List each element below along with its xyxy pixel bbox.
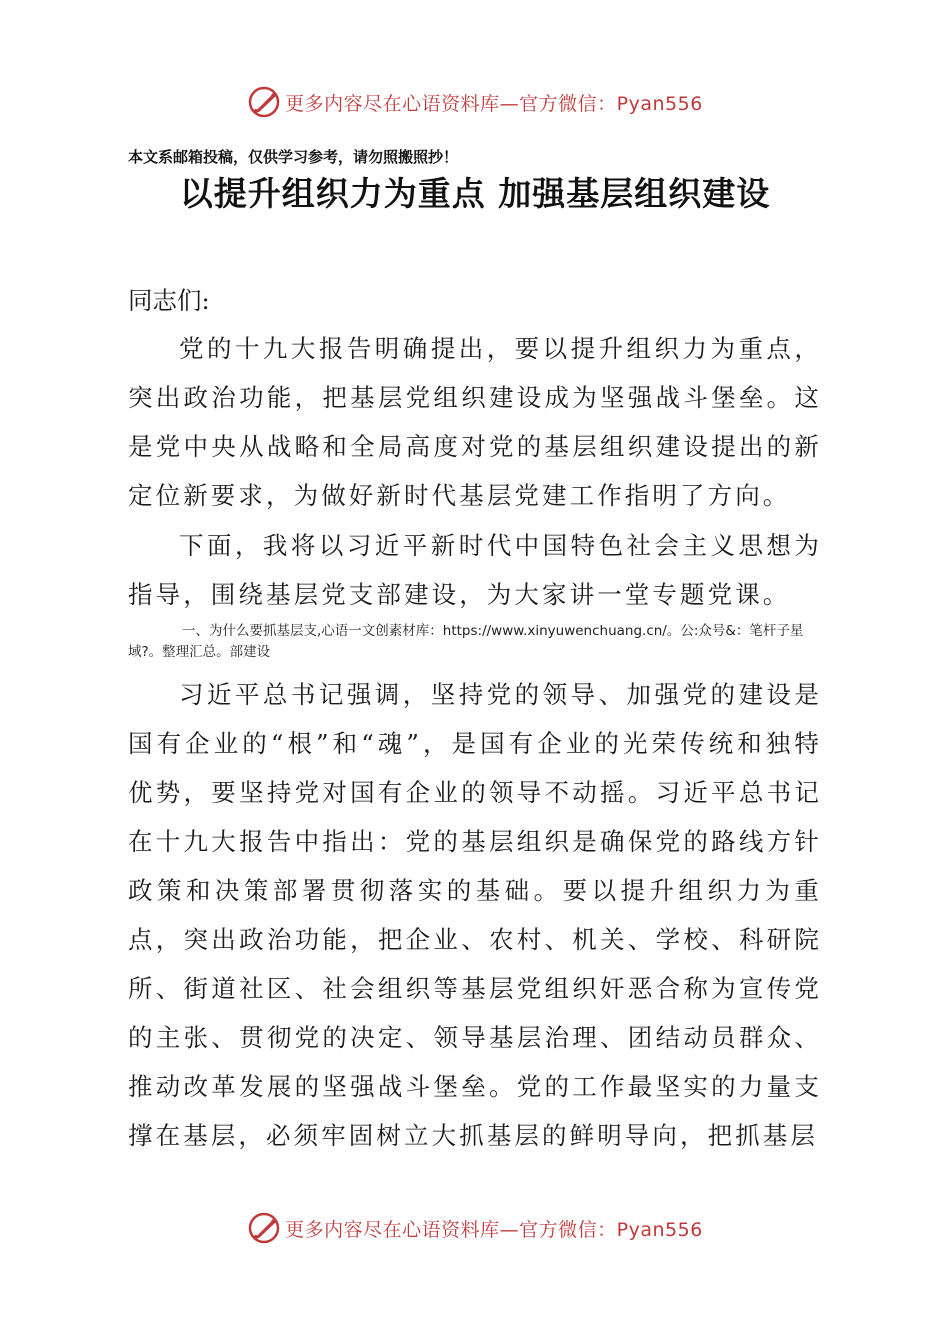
paragraph-body: 习近平总书记强调，坚持党的领导、加强党的建设是国有企业的“根”和“魂”，是国有企业的光荣传统和独特优势，要坚持党对国有企业的领导不动摇。习近平总书记在十九大报告中指出：党的基层组织是确保党的路线方针政策和决策部署贯彻落实的基础。要以提升组织力为重点，突出政治功能，把企业、农村、机关、学校、科研院所、街道社区、社会组织等基层党组织奸恶合称为宣传党的主张、贯彻党的决定、领导基层治理、团结动员群众、推动改革发展的坚强战斗堡垒。党的工作最坚实的力量支撑在基层，必须牢固树立大抓基层的鲜明导向，把抓基层 bbox=[128, 680, 822, 1150]
paragraph-intro: 党的十九大报告明确提出，要以提升组织力为重点，突出政治功能，把基层党组织建设成为坚强战斗堡垒。这是党中央从战略和全局高度对党的基层组织建设提出的新定位新要求，为做好新时代基层党建工作指明了方向。 bbox=[128, 334, 822, 510]
watermark-text: 更多内容尽在心语资料库—官方微信：Pyan556 bbox=[285, 1218, 703, 1241]
quill-pen-logo-icon bbox=[247, 1211, 281, 1245]
section-heading: 一、为什么要抓基层支,心语一文创素材库：https://www.xinyuwenchuang.cn/。公:众号&：笔杆子星域?。整理汇总。部建设 bbox=[128, 623, 804, 660]
paragraph-overview: 下面，我将以习近平新时代中国特色社会主义思想为指导，围绕基层党支部建设，为大家讲一堂专题党课。 bbox=[128, 531, 822, 609]
footer-watermark-banner bbox=[0, 1208, 950, 1248]
header-watermark-banner bbox=[0, 82, 950, 122]
document-title: 以提升组织力为重点 加强基层组织建设 bbox=[179, 174, 771, 213]
submission-notice: 本文系邮箱投稿，仅供学习参考，请勿照搬照抄！ bbox=[128, 148, 459, 166]
salutation: 同志们: bbox=[128, 286, 210, 315]
watermark-text: 更多内容尽在心语资料库—官方微信：Pyan556 bbox=[285, 92, 703, 115]
quill-pen-logo-icon bbox=[247, 85, 281, 119]
